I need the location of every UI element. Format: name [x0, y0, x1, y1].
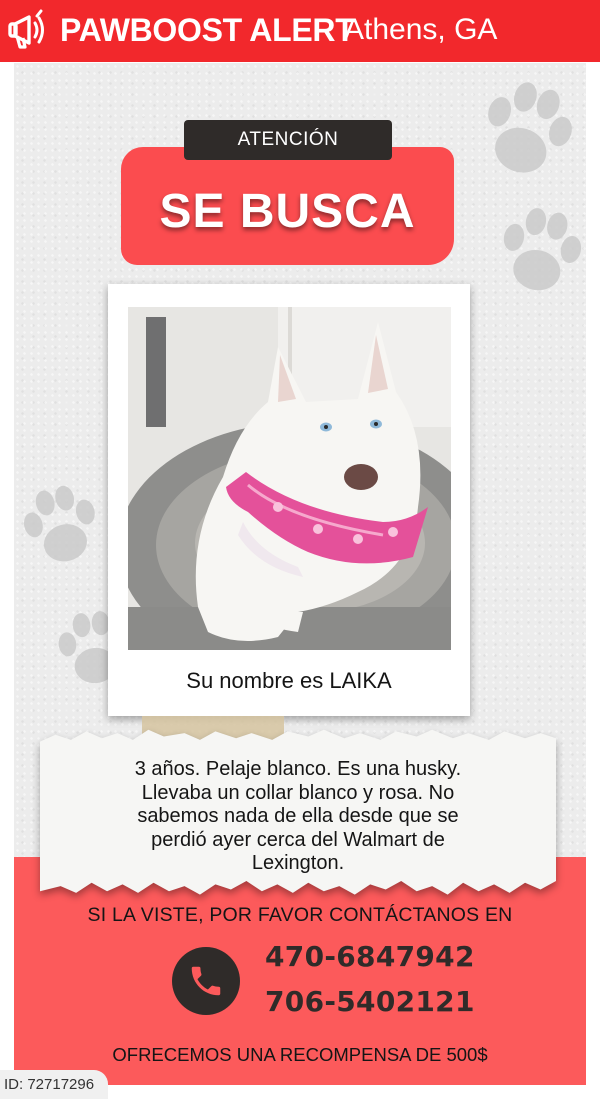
phone-icon	[172, 947, 240, 1015]
pet-name-caption: Su nombre es LAIKA	[186, 668, 392, 693]
phone-number[interactable]: 706-5402121	[265, 985, 475, 1018]
paw-print-icon	[14, 474, 114, 584]
paw-print-icon	[461, 66, 586, 202]
wanted-headline: SE BUSCA	[121, 147, 454, 265]
description-line: 3 años. Pelaje blanco. Es una husky.	[134, 758, 462, 780]
attention-badge: ATENCIÓN	[184, 120, 392, 160]
description-line: Lexington.	[251, 852, 345, 874]
alert-header	[0, 0, 600, 62]
description-note	[40, 728, 556, 898]
description-line: perdió ayer cerca del Walmart de	[151, 828, 445, 851]
description-line: sabemos nada de ella desde que se	[137, 805, 459, 827]
megaphone-icon	[7, 7, 51, 53]
pet-photo	[128, 307, 451, 650]
contact-prompt: SI LA VISTE, POR FAVOR CONTÁCTANOS EN	[87, 904, 513, 926]
reward-text: OFRECEMOS UNA RECOMPENSA DE 500$	[112, 1044, 488, 1065]
brand-title: PAWBOOST ALERT	[60, 12, 355, 48]
pet-description	[40, 758, 556, 876]
description-line: Llevaba un collar blanco y rosa. No	[141, 781, 455, 804]
pet-photo-card	[108, 284, 470, 716]
alert-id-label: ID: 72717296	[0, 1070, 108, 1099]
phone-number[interactable]: 470-6847942	[265, 940, 475, 973]
alert-location: Athens, GA	[344, 13, 498, 46]
paw-print-icon	[485, 197, 586, 314]
